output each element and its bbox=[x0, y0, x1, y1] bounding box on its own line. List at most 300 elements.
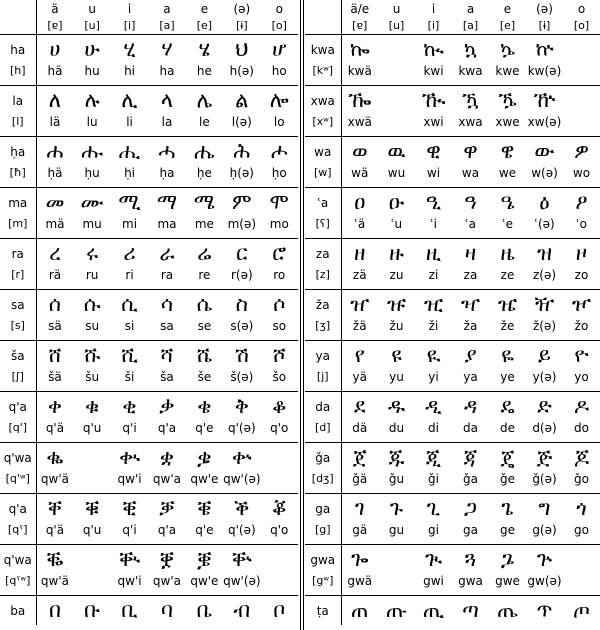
fidel-glyph: ቐ bbox=[47, 496, 63, 520]
fidel-glyph bbox=[563, 545, 600, 575]
consonant-ipa: [w] bbox=[305, 166, 341, 188]
transliteration bbox=[563, 115, 600, 137]
fidel-glyph: ጋ bbox=[464, 496, 477, 520]
transliteration: q'e bbox=[186, 421, 223, 443]
fidel-glyph: ቑ bbox=[84, 496, 100, 520]
vowel-ipa-header: [i] bbox=[111, 17, 148, 35]
fidel-glyph: ቕ bbox=[234, 496, 250, 520]
fidel-glyph: ዱ bbox=[387, 394, 406, 418]
transliteration: ḥe bbox=[186, 166, 223, 188]
vowel-ipa-header: [e] bbox=[489, 17, 526, 35]
transliteration: la bbox=[148, 115, 185, 137]
fidel-glyph: ሪ bbox=[123, 241, 136, 265]
header-corner bbox=[305, 0, 341, 17]
fidel-glyph bbox=[73, 545, 110, 575]
fidel-glyph: ኰ bbox=[349, 37, 370, 61]
fidel-glyph: ዚ bbox=[425, 241, 442, 265]
fidel-glyph: ዛ bbox=[464, 241, 477, 265]
consonant-name: la bbox=[0, 86, 36, 116]
consonant-name: q'a bbox=[0, 392, 36, 422]
fidel-glyph: ብ bbox=[233, 598, 251, 622]
transliteration: ǧo bbox=[563, 472, 600, 494]
fidel-glyph: ሊ bbox=[121, 88, 138, 112]
fidel-glyph: ዜ bbox=[500, 241, 515, 265]
consonant-ipa: [kʷ] bbox=[305, 64, 341, 86]
fidel-glyph: ላ bbox=[160, 88, 174, 112]
fidel-glyph: ሹ bbox=[83, 343, 101, 367]
consonant-ipa: [q'ʷ] bbox=[0, 472, 36, 494]
transliteration: ʿ(ə) bbox=[526, 217, 563, 239]
consonant-name: da bbox=[305, 392, 341, 422]
transliteration: q'i bbox=[111, 523, 148, 545]
transliteration: q'(ə) bbox=[223, 523, 260, 545]
fidel-glyph: ሔ bbox=[194, 139, 215, 163]
fidel-glyph: ሞ bbox=[269, 190, 289, 214]
consonant-ipa: [qˤʷ] bbox=[0, 574, 36, 596]
fidel-glyph bbox=[378, 86, 415, 116]
consonant-ipa: [j] bbox=[305, 370, 341, 392]
transliteration: yu bbox=[378, 370, 415, 392]
fidel-glyph: ር bbox=[236, 241, 248, 265]
fidel-glyph: ሒ bbox=[118, 139, 141, 163]
fidel-glyph: ዂ bbox=[421, 88, 446, 112]
transliteration: g(ə) bbox=[526, 523, 563, 545]
fidel-glyph bbox=[563, 35, 600, 65]
fidel-glyph: ሸ bbox=[48, 343, 62, 367]
table-row bbox=[305, 86, 600, 116]
transliteration: ya bbox=[452, 370, 489, 392]
transliteration: de bbox=[489, 421, 526, 443]
transliteration: z(ə) bbox=[526, 268, 563, 290]
transliteration: mo bbox=[261, 217, 298, 239]
table-row bbox=[305, 64, 600, 86]
fidel-glyph: ዔ bbox=[500, 190, 515, 214]
transliteration bbox=[378, 574, 415, 596]
transliteration: ʿu bbox=[378, 217, 415, 239]
transliteration: ǧe bbox=[489, 472, 526, 494]
fidel-glyph: ሾ bbox=[272, 343, 286, 367]
fidel-glyph: ጊ bbox=[426, 496, 441, 520]
transliteration: hi bbox=[111, 64, 148, 86]
table-row bbox=[0, 64, 298, 86]
transliteration: šu bbox=[73, 370, 110, 392]
table-row bbox=[305, 290, 600, 320]
transliteration: gwe bbox=[489, 574, 526, 596]
transliteration: gwa bbox=[452, 574, 489, 596]
table-row bbox=[305, 115, 600, 137]
fidel-glyph: ኵ bbox=[535, 37, 554, 61]
transliteration: xwi bbox=[415, 115, 452, 137]
fidel-glyph: ሄ bbox=[198, 37, 211, 61]
consonant-name: q'wa bbox=[0, 443, 36, 473]
fidel-glyph: ዡ bbox=[386, 292, 407, 316]
fidel-glyph: ጦ bbox=[573, 598, 590, 622]
fidel-glyph: ሌ bbox=[196, 88, 213, 112]
transliteration: r(ə) bbox=[223, 268, 260, 290]
table-row bbox=[0, 443, 298, 473]
fidel-glyph: ዦ bbox=[571, 292, 592, 316]
transliteration: wo bbox=[563, 166, 600, 188]
vowel-ipa-header: [o] bbox=[261, 17, 298, 35]
table-row bbox=[305, 166, 600, 188]
fidel-glyph: ሲ bbox=[121, 292, 138, 316]
transliteration: žo bbox=[563, 319, 600, 341]
fidel-glyph: ዠ bbox=[350, 292, 370, 316]
fidel-glyph: ሆ bbox=[272, 37, 287, 61]
transliteration: ʿo bbox=[563, 217, 600, 239]
fidel-glyph: ቚ bbox=[118, 547, 141, 571]
fidel-glyph: ኴ bbox=[499, 37, 516, 61]
fidel-glyph: ድ bbox=[537, 394, 552, 418]
transliteration: za bbox=[452, 268, 489, 290]
vowel-header: a bbox=[163, 1, 171, 16]
vowel-header: e bbox=[503, 1, 512, 16]
transliteration: ǧi bbox=[415, 472, 452, 494]
table-row bbox=[0, 574, 298, 596]
transliteration: rä bbox=[36, 268, 73, 290]
vowel-ipa-header: [u] bbox=[378, 17, 415, 35]
consonant-name: gwa bbox=[305, 545, 341, 575]
fidel-glyph: ቌ bbox=[197, 445, 212, 469]
fidel-glyph: ያ bbox=[464, 343, 477, 367]
transliteration: y(ə) bbox=[526, 370, 563, 392]
fidel-glyph: ቛ bbox=[159, 547, 175, 571]
table-row bbox=[0, 239, 298, 269]
vowel-ipa-header: [ɐ] bbox=[36, 17, 73, 35]
transliteration: ǧ(ə) bbox=[526, 472, 563, 494]
consonant-ipa: [xʷ] bbox=[305, 115, 341, 137]
fidel-glyph: ጡ bbox=[385, 598, 408, 622]
transliteration: di bbox=[415, 421, 452, 443]
transliteration: le bbox=[186, 115, 223, 137]
fidel-glyph: ል bbox=[235, 88, 249, 112]
transliteration: hä bbox=[36, 64, 73, 86]
transliteration: šä bbox=[36, 370, 73, 392]
transliteration: ha bbox=[148, 64, 185, 86]
consonant-ipa: [qˤ] bbox=[0, 523, 36, 545]
vowel-header: ä bbox=[51, 1, 59, 16]
fidel-glyph: ሐ bbox=[46, 139, 64, 163]
fidel-glyph: ቢ bbox=[121, 598, 138, 622]
transliteration: šo bbox=[261, 370, 298, 392]
transliteration: ž(ə) bbox=[526, 319, 563, 341]
vowel-ipa-header: [ɨ] bbox=[526, 17, 563, 35]
fidel-glyph: ሓ bbox=[158, 139, 176, 163]
fidel-glyph: ስ bbox=[235, 292, 248, 316]
transliteration: lo bbox=[261, 115, 298, 137]
fidel-glyph: ቅ bbox=[234, 394, 249, 418]
fidel-glyph: ረ bbox=[49, 241, 61, 265]
table-row bbox=[305, 35, 600, 65]
transliteration: q'a bbox=[148, 523, 185, 545]
transliteration: gi bbox=[415, 523, 452, 545]
transliteration: hu bbox=[73, 64, 110, 86]
transliteration: gwi bbox=[415, 574, 452, 596]
transliteration: q'u bbox=[73, 421, 110, 443]
transliteration: qw'(ə) bbox=[223, 574, 260, 596]
fidel-glyph bbox=[73, 443, 110, 473]
table-row bbox=[0, 217, 298, 239]
table-row bbox=[305, 188, 600, 218]
fidel-glyph: ው bbox=[534, 139, 555, 163]
fidel-glyph: ቡ bbox=[84, 598, 101, 622]
fidel-glyph: ጄ bbox=[500, 445, 515, 469]
transliteration: ʿi bbox=[415, 217, 452, 239]
transliteration: q'u bbox=[73, 523, 110, 545]
transliteration bbox=[563, 64, 600, 86]
table-row bbox=[305, 545, 600, 575]
fidel-glyph: ቆ bbox=[272, 394, 287, 418]
transliteration: q'o bbox=[261, 523, 298, 545]
fidel-glyph: ሂ bbox=[123, 37, 136, 61]
transliteration: ʿä bbox=[341, 217, 378, 239]
fidel-glyph: ቖ bbox=[272, 496, 287, 520]
fidel-glyph: ዐ bbox=[354, 190, 366, 214]
fidel-glyph bbox=[378, 545, 415, 575]
fidel-glyph: ዖ bbox=[575, 190, 588, 214]
fidel-glyph: ሻ bbox=[160, 343, 174, 367]
vowel-header: ä/e bbox=[350, 1, 370, 16]
table-row bbox=[0, 115, 298, 137]
transliteration: qw'i bbox=[111, 574, 148, 596]
fidel-glyph: ዤ bbox=[497, 292, 518, 316]
transliteration: dä bbox=[341, 421, 378, 443]
fidel-glyph: ጉ bbox=[389, 496, 404, 520]
fidel-glyph: ኲ bbox=[423, 37, 444, 61]
transliteration: žu bbox=[378, 319, 415, 341]
transliteration: ḥ(ə) bbox=[223, 166, 260, 188]
table-row bbox=[305, 392, 600, 422]
transliteration: w(ə) bbox=[526, 166, 563, 188]
transliteration: he bbox=[186, 64, 223, 86]
fidel-glyph: ዕ bbox=[539, 190, 550, 214]
consonant-name: kwa bbox=[305, 35, 341, 65]
fidel-glyph: ሜ bbox=[193, 190, 216, 214]
fidel-glyph: ሁ bbox=[84, 37, 100, 61]
transliteration bbox=[261, 472, 298, 494]
fidel-glyph: ዮ bbox=[574, 343, 589, 367]
fidel-glyph: ጆ bbox=[573, 445, 590, 469]
fidel-glyph: ም bbox=[232, 190, 252, 214]
transliteration: xwä bbox=[341, 115, 378, 137]
table-row bbox=[0, 188, 298, 218]
fidel-glyph bbox=[563, 86, 600, 116]
fidel-glyph: መ bbox=[45, 190, 65, 214]
transliteration: gu bbox=[378, 523, 415, 545]
table-row bbox=[0, 494, 298, 524]
transliteration: xw(ə) bbox=[526, 115, 563, 137]
fidel-glyph: ህ bbox=[235, 37, 249, 61]
header-corner bbox=[0, 17, 36, 35]
fidel-glyph: ኳ bbox=[463, 37, 478, 61]
transliteration: yo bbox=[563, 370, 600, 392]
transliteration: q'e bbox=[186, 523, 223, 545]
table-row bbox=[0, 35, 298, 65]
transliteration: yä bbox=[341, 370, 378, 392]
fidel-glyph: ዩ bbox=[391, 343, 402, 367]
fidel-glyph: ጤ bbox=[497, 598, 518, 622]
table-row bbox=[305, 319, 600, 341]
fidel-glyph: ሖ bbox=[270, 139, 288, 163]
transliteration: m(ə) bbox=[223, 217, 260, 239]
table-row bbox=[0, 370, 298, 392]
table-row bbox=[305, 472, 600, 494]
transliteration: du bbox=[378, 421, 415, 443]
table-row bbox=[305, 217, 600, 239]
transliteration: qw'e bbox=[186, 472, 223, 494]
fidel-glyph: ዅ bbox=[533, 88, 556, 112]
fidel-glyph: ጁ bbox=[388, 445, 405, 469]
fidel-glyph: ጐ bbox=[351, 547, 369, 571]
fidel-glyph: ጕ bbox=[536, 547, 553, 571]
consonant-name: ǧa bbox=[305, 443, 341, 473]
fidel-glyph: ቝ bbox=[231, 547, 252, 571]
transliteration: xwe bbox=[489, 115, 526, 137]
consonant-name: sa bbox=[0, 290, 36, 320]
table-row bbox=[305, 574, 600, 596]
consonant-name: q'a bbox=[0, 494, 36, 524]
vowel-header: o bbox=[275, 1, 283, 16]
fidel-glyph: ቈ bbox=[46, 445, 64, 469]
transliteration bbox=[261, 574, 298, 596]
vowel-ipa-header: [i] bbox=[415, 17, 452, 35]
fidel-glyph: ጠ bbox=[351, 598, 369, 622]
transliteration: q'a bbox=[148, 421, 185, 443]
vowel-header: e bbox=[200, 1, 209, 16]
fidel-glyph: ሽ bbox=[234, 343, 249, 367]
transliteration: xwa bbox=[452, 115, 489, 137]
vowel-ipa-header: [o] bbox=[563, 17, 600, 35]
fidel-glyph: ቔ bbox=[197, 496, 212, 520]
table-row bbox=[0, 392, 298, 422]
transliteration: ʿe bbox=[489, 217, 526, 239]
consonant-name: q'wa bbox=[0, 545, 36, 575]
transliteration bbox=[73, 574, 110, 596]
fidel-glyph bbox=[378, 35, 415, 65]
transliteration: go bbox=[563, 523, 600, 545]
fidel-glyph: ጌ bbox=[501, 496, 514, 520]
consonant-name: ya bbox=[305, 341, 341, 371]
fidel-glyph: ገ bbox=[354, 496, 365, 520]
fidel-glyph: ሉ bbox=[84, 88, 100, 112]
consonant-ipa: [m] bbox=[0, 217, 36, 239]
table-row bbox=[0, 268, 298, 290]
fidel-glyph: ጢ bbox=[422, 598, 445, 622]
fidel-glyph: ሙ bbox=[80, 190, 104, 214]
fidel-glyph: ሰ bbox=[48, 292, 62, 316]
transliteration: ḥi bbox=[111, 166, 148, 188]
fidel-glyph: ዬ bbox=[501, 343, 514, 367]
fidel-glyph: ቄ bbox=[197, 394, 212, 418]
fidel-glyph: ዝ bbox=[536, 241, 553, 265]
table-row bbox=[305, 443, 600, 473]
vowel-header: u bbox=[392, 1, 401, 16]
transliteration: qw'i bbox=[111, 472, 148, 494]
transliteration: ḥo bbox=[261, 166, 298, 188]
vowel-ipa-header: [e] bbox=[186, 17, 223, 35]
transliteration: ǧä bbox=[341, 472, 378, 494]
consonant-ipa: [r] bbox=[0, 268, 36, 290]
fidel-glyph: በ bbox=[48, 598, 61, 622]
transliteration bbox=[378, 64, 415, 86]
fidel-glyph: ጓ bbox=[464, 547, 477, 571]
transliteration: ho bbox=[261, 64, 298, 86]
fidel-glyph: ዙ bbox=[389, 241, 404, 265]
table-row bbox=[305, 370, 600, 392]
transliteration: zo bbox=[563, 268, 600, 290]
consonant-ipa: [z] bbox=[305, 268, 341, 290]
fidel-glyph: ጣ bbox=[462, 598, 479, 622]
consonant-name: ba bbox=[0, 596, 36, 626]
fidel-glyph: ቃ bbox=[159, 394, 175, 418]
transliteration: ši bbox=[111, 370, 148, 392]
transliteration: ma bbox=[148, 217, 185, 239]
transliteration: mu bbox=[73, 217, 110, 239]
table-row bbox=[305, 523, 600, 545]
transliteration: ǧa bbox=[452, 472, 489, 494]
fidel-glyph: ዞ bbox=[575, 241, 588, 265]
transliteration: zu bbox=[378, 268, 415, 290]
fidel-glyph: ዉ bbox=[387, 139, 406, 163]
consonant-name: ga bbox=[305, 494, 341, 524]
left-script-table bbox=[0, 0, 298, 625]
table-row bbox=[0, 523, 298, 545]
transliteration: se bbox=[186, 319, 223, 341]
consonant-name: ma bbox=[0, 188, 36, 218]
transliteration: d(ə) bbox=[526, 421, 563, 443]
vowel-header: o bbox=[577, 1, 586, 16]
transliteration: kwe bbox=[489, 64, 526, 86]
transliteration: qw'ä bbox=[36, 574, 73, 596]
transliteration: wa bbox=[452, 166, 489, 188]
consonant-ipa: [gʷ] bbox=[305, 574, 341, 596]
fidel-glyph: ቂ bbox=[122, 394, 137, 418]
transliteration: ze bbox=[489, 268, 526, 290]
transliteration: wi bbox=[415, 166, 452, 188]
table-row bbox=[305, 596, 600, 626]
fidel-glyph: ሚ bbox=[118, 190, 141, 214]
fidel-glyph: ሑ bbox=[81, 139, 104, 163]
fidel-glyph: ሴ bbox=[196, 292, 213, 316]
transliteration: ru bbox=[73, 268, 110, 290]
transliteration: ḥä bbox=[36, 166, 73, 188]
fidel-glyph: ሬ bbox=[197, 241, 212, 265]
consonant-name: wa bbox=[305, 137, 341, 167]
table-row bbox=[0, 596, 298, 626]
transliteration: so bbox=[261, 319, 298, 341]
vowel-header: (ə) bbox=[536, 1, 553, 16]
transliteration: l(ə) bbox=[223, 115, 260, 137]
vowel-header: i bbox=[127, 1, 132, 16]
transliteration: q'i bbox=[111, 421, 148, 443]
table-row bbox=[0, 341, 298, 371]
fidel-glyph: ቓ bbox=[159, 496, 175, 520]
vowel-header: i bbox=[431, 1, 436, 16]
transliteration: q'o bbox=[261, 421, 298, 443]
fidel-glyph: ጥ bbox=[536, 598, 553, 622]
transliteration: qw'ä bbox=[36, 472, 73, 494]
vowel-header: u bbox=[88, 1, 96, 16]
fidel-glyph: ሮ bbox=[272, 241, 287, 265]
fidel-glyph: ባ bbox=[160, 598, 173, 622]
table-row bbox=[305, 239, 600, 269]
transliteration: lu bbox=[73, 115, 110, 137]
fidel-glyph: ዋ bbox=[463, 139, 478, 163]
transliteration: ge bbox=[489, 523, 526, 545]
header-corner bbox=[0, 0, 36, 17]
consonant-name: xwa bbox=[305, 86, 341, 116]
table-divider bbox=[300, 0, 304, 630]
